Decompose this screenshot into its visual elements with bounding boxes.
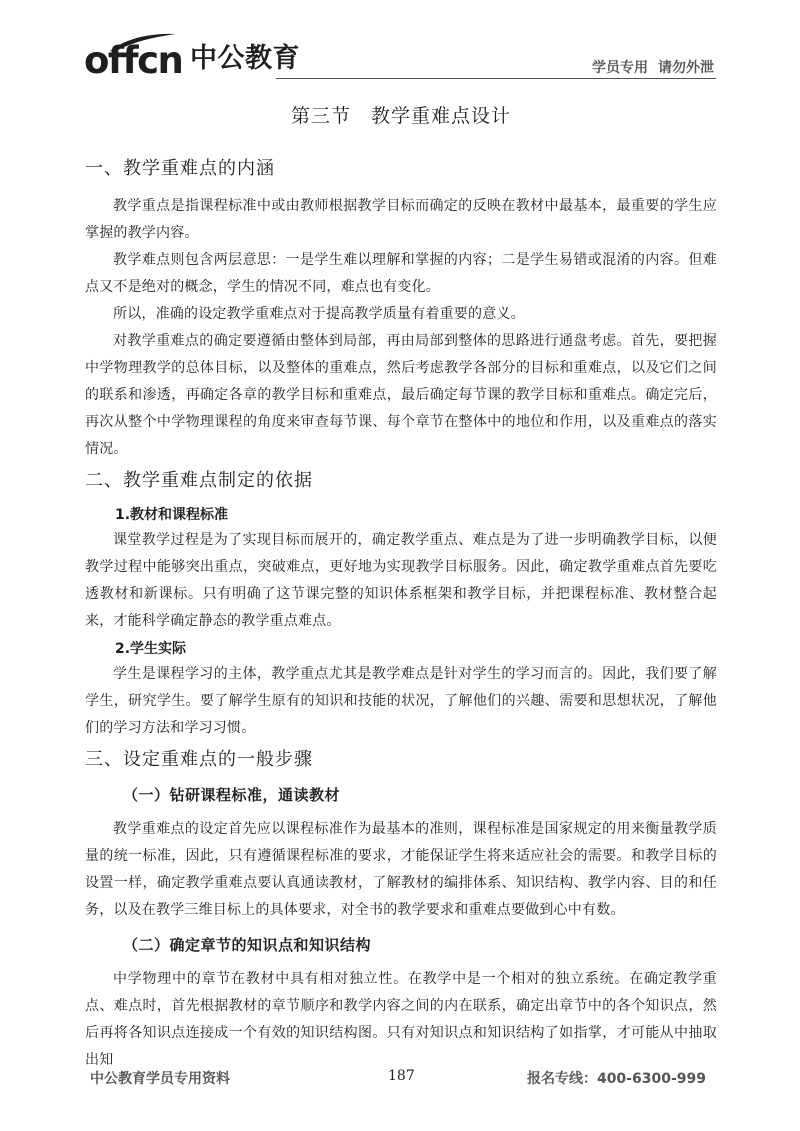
paragraph: 教学难点则包含两层意思：一是学生难以理解和掌握的内容；二是学生易错或混淆的内容。但难点又不是绝对的概念，学生的情况不同，难点也有变化。 [85, 252, 717, 295]
subheading: 2.学生实际 [115, 641, 187, 657]
subheading: （一）钻研课程标准，通读教材 [123, 786, 341, 804]
paragraph: 课堂教学过程是为了实现目标而展开的，确定教学重点、难点是为了进一步明确教学目标，以便教学过程中能够突出重点，突破难点，更好地为实现教学目标服务。因此，确定教学重难点首先要吃透教材和新课标。只有明确了这节课完整的知识体系框架和教学目标，并把课程标准、教材整合起来，才能科学确定静态的教学重点难点。 [85, 532, 717, 629]
header-notice [582, 57, 714, 77]
page-header [0, 0, 800, 92]
header-divider [276, 78, 716, 79]
paragraph: 教学重难点的设定首先应以课程标准作为最基本的准则，课程标准是国家规定的用来衡量教学质量的统一标准，因此，只有遵循课程标准的要求，才能保证学生将来适应社会的需要。和教学目标的设置一样，确定教学重难点要认真通读教材，了解教材的编排体系、知识结构、教学内容、目的和任务，以及在教学三维目标上的具体要求，对全书的教学要求和重难点要做到心中有数。 [85, 821, 717, 918]
page-footer [0, 1062, 800, 1092]
page-number: 187 [388, 1068, 415, 1084]
footer-label: 中公教育学员专用资料 [90, 1071, 230, 1087]
logo-wordmark: offcn [84, 39, 183, 82]
heading-2: 二、教学重难点制定的依据 [85, 470, 313, 491]
subheading: 1.教材和课程标准 [115, 507, 229, 523]
section-title: 第三节 教学重难点设计 [290, 105, 511, 127]
paragraph: 学生是课程学习的主体，教学重点尤其是教学难点是针对学生的学习而言的。因此，我们要了解学生，研究学生。要了解学生原有的知识和技能的状况，了解他们的兴趣、需要和思想状况，了解他们的学习方法和学习习惯。 [85, 666, 717, 736]
subheading: （二）确定章节的知识点和知识结构 [123, 936, 372, 954]
header-notice-left: 学员专用 [592, 60, 648, 76]
paragraph: 对教学重难点的确定要遵循由整体到局部，再由局部到整体的思路进行通盘考虑。首先，要把握中学物理教学的总体目标，以及整体的重难点，然后考虑教学各部分的目标和重难点，以及它们之间的联系和渗透，再确定各章的教学目标和重难点，最后确定每节课的教学目标和重难点。确定完后，再次从整个中学物理课程的角度来审查每节课、每个章节在整体中的地位和作用，以及重难点的落实情况。 [85, 333, 717, 457]
logo-chinese: 中公教育 [190, 43, 300, 74]
footer-hotline: 报名专线：400-6300-999 [526, 1071, 706, 1087]
paragraph: 中学物理中的章节在教材中具有相对独立性。在教学中是一个相对的独立系统。在确定教学重点、难点时，首先根据教材的章节顺序和教学内容之间的内在联系，确定出章节中的各个知识点，然后再将各知识点连接成一个有效的知识结构图。只有对知识点和知识结构了如指掌，才可能从中抽取出知 [85, 971, 717, 1068]
paragraph: 教学重点是指课程标准中或由教师根据教学目标而确定的反映在教材中最基本，最重要的学生应掌握的教学内容。 [85, 198, 717, 241]
header-notice-right: 请勿外泄 [658, 60, 714, 76]
paragraph: 所以，准确的设定教学重难点对于提高教学质量有着重要的意义。 [113, 306, 525, 322]
heading-1: 一、教学重难点的内涵 [85, 158, 275, 179]
heading-3: 三、设定重难点的一般步骤 [85, 749, 313, 770]
page-content [85, 103, 717, 1074]
